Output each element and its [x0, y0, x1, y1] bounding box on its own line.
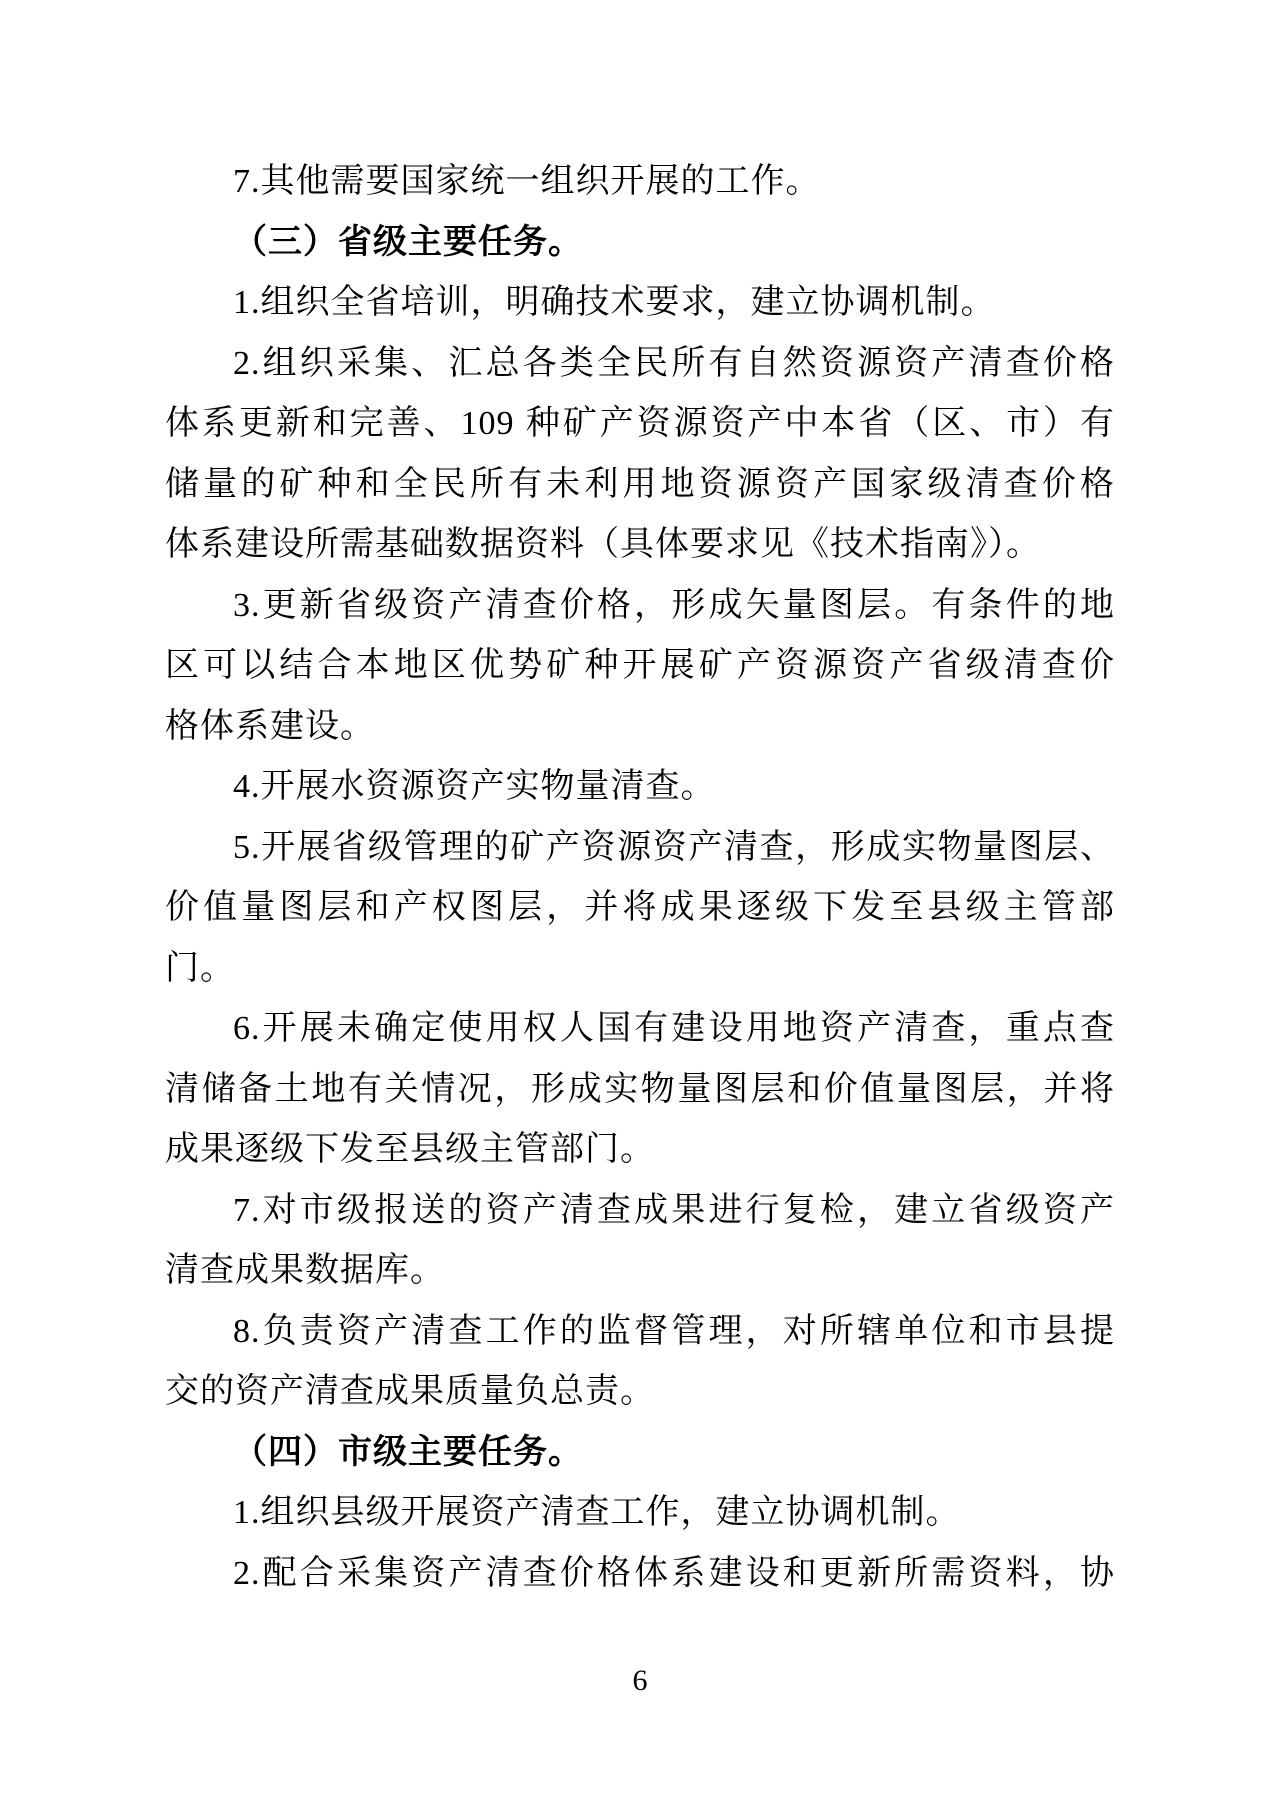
document-body: [165, 152, 1115, 1604]
doc-line: 1.组织全省培训，明确技术要求，建立协调机制。: [233, 284, 996, 321]
heading-section-3: （三）省级主要任务。: [233, 223, 583, 261]
doc-line: 交的资产清查成果质量负总责。: [165, 1373, 655, 1410]
doc-line: 8.负责资产清查工作的监督管理，对所辖单位和市县提: [233, 1312, 1115, 1350]
doc-line: 清查成果数据库。: [165, 1252, 445, 1289]
page-number: 6: [632, 1664, 648, 1697]
doc-line: 6.开展未确定使用权人国有建设用地资产清查，重点查: [233, 1010, 1115, 1047]
doc-line: 1.组织县级开展资产清查工作，建立协调机制。: [233, 1494, 961, 1531]
doc-line: 2.配合采集资产清查价格体系建设和更新所需资料，协: [233, 1554, 1115, 1592]
doc-line: 成果逐级下发至县级主管部门。: [165, 1131, 655, 1168]
page-footer: [0, 1664, 1280, 1698]
doc-line: 5.开展省级管理的矿产资源资产清查，形成实物量图层、: [233, 828, 1115, 866]
doc-line: 3.更新省级资产清查价格，形成矢量图层。有条件的地: [233, 586, 1115, 624]
doc-line: 门。: [165, 949, 235, 987]
doc-line: 2.组织采集、汇总各类全民所有自然资源资产清查价格: [233, 344, 1115, 382]
doc-line: 7.对市级报送的资产清查成果进行复检，建立省级资产: [233, 1191, 1115, 1229]
heading-section-4: （四）市级主要任务。: [233, 1433, 583, 1471]
doc-line: 价值量图层和产权图层，并将成果逐级下发至县级主管部: [165, 889, 1115, 926]
doc-line: 区可以结合本地区优势矿种开展矿产资源资产省级清查价: [165, 647, 1115, 684]
doc-line: 体系更新和完善、109 种矿产资源资产中本省（区、市）有: [165, 405, 1115, 442]
doc-line: 格体系建设。: [165, 707, 375, 745]
doc-line: 储量的矿种和全民所有未利用地资源资产国家级清查价格: [165, 465, 1115, 503]
doc-line: 清储备土地有关情况，形成实物量图层和价值量图层，并将: [165, 1070, 1115, 1108]
doc-line: 7.其他需要国家统一组织开展的工作。: [233, 163, 821, 200]
doc-line: 4.开展水资源资产实物量清查。: [233, 768, 716, 805]
doc-line: 体系建设所需基础数据资料（具体要求见《技术指南》）。: [165, 526, 1041, 563]
